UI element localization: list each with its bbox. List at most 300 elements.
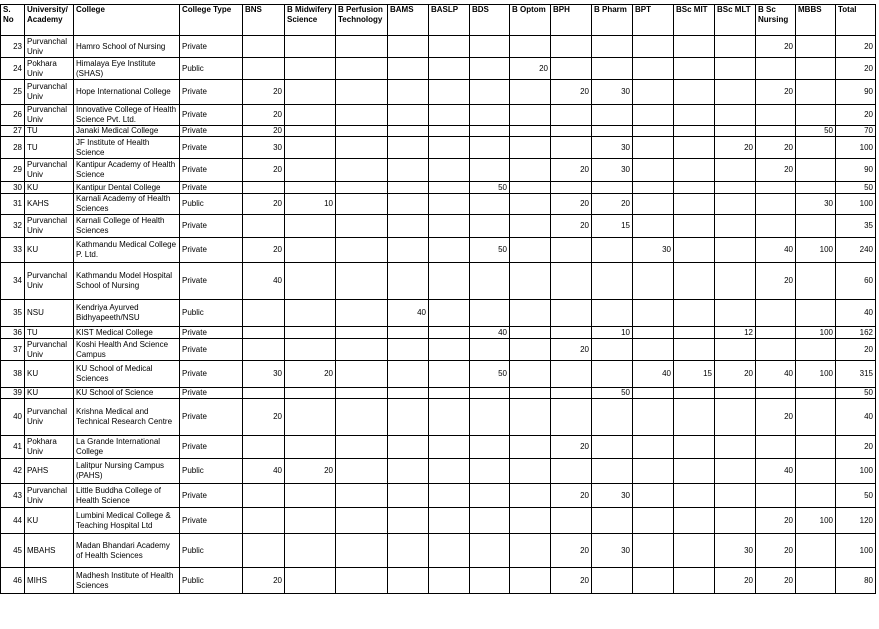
cell-baslp <box>429 159 470 182</box>
cell-s-no: 38 <box>1 361 25 388</box>
cell-b-optom <box>510 137 551 159</box>
cell-s-no: 40 <box>1 399 25 436</box>
cell-bams <box>388 159 429 182</box>
cell-s-no: 29 <box>1 159 25 182</box>
cell-university: TU <box>25 137 74 159</box>
cell-bpt <box>633 534 674 568</box>
cell-college: Karnali Academy of Health Sciences <box>74 194 180 215</box>
table-row <box>1 126 876 137</box>
cell-baslp <box>429 126 470 137</box>
cell-total: 70 <box>836 126 876 137</box>
cell-bpt <box>633 194 674 215</box>
cell-bsc-nursing <box>756 58 796 80</box>
column-header-b-perfusion: B Perfusion Technology <box>336 5 388 36</box>
cell-total: 100 <box>836 459 876 484</box>
cell-bams <box>388 215 429 238</box>
cell-bds <box>470 80 510 105</box>
cell-college: Madan Bhandari Academy of Health Sciences <box>74 534 180 568</box>
cell-bds <box>470 105 510 126</box>
cell-bams <box>388 399 429 436</box>
cell-b-midwifery: 10 <box>285 194 336 215</box>
cell-b-optom <box>510 36 551 58</box>
column-header-b-optom: B Optom <box>510 5 551 36</box>
cell-s-no: 33 <box>1 238 25 263</box>
cell-college-type: Public <box>180 300 243 327</box>
cell-b-perfusion <box>336 159 388 182</box>
table-row <box>1 80 876 105</box>
table-row <box>1 263 876 300</box>
cell-b-midwifery <box>285 36 336 58</box>
cell-college-type: Private <box>180 263 243 300</box>
cell-bams <box>388 327 429 339</box>
cell-bams <box>388 339 429 361</box>
cell-bsc-nursing: 20 <box>756 36 796 58</box>
cell-b-pharm <box>592 508 633 534</box>
cell-bds <box>470 568 510 594</box>
cell-b-midwifery <box>285 238 336 263</box>
cell-s-no: 24 <box>1 58 25 80</box>
cell-b-optom <box>510 399 551 436</box>
cell-mbbs <box>796 80 836 105</box>
cell-college: Hope International College <box>74 80 180 105</box>
cell-b-midwifery <box>285 508 336 534</box>
cell-bpt <box>633 105 674 126</box>
table-row <box>1 194 876 215</box>
cell-bpt <box>633 459 674 484</box>
cell-b-pharm <box>592 105 633 126</box>
cell-baslp <box>429 388 470 399</box>
cell-college: Innovative College of Health Science Pvt. Ltd. <box>74 105 180 126</box>
cell-bsc-mit <box>674 126 715 137</box>
cell-mbbs <box>796 484 836 508</box>
cell-bds <box>470 534 510 568</box>
cell-college-type: Private <box>180 105 243 126</box>
cell-mbbs: 50 <box>796 126 836 137</box>
cell-b-optom <box>510 194 551 215</box>
cell-bpt <box>633 126 674 137</box>
cell-bph: 20 <box>551 568 592 594</box>
cell-college: KU School of Science <box>74 388 180 399</box>
cell-bsc-mit <box>674 484 715 508</box>
table-row <box>1 388 876 399</box>
cell-s-no: 28 <box>1 137 25 159</box>
cell-mbbs <box>796 58 836 80</box>
cell-bsc-mlt <box>715 263 756 300</box>
cell-university: Purvanchal Univ <box>25 80 74 105</box>
cell-college-type: Private <box>180 126 243 137</box>
cell-mbbs <box>796 300 836 327</box>
cell-b-perfusion <box>336 508 388 534</box>
cell-college-type: Private <box>180 80 243 105</box>
column-header-b-midwifery: B Midwifery Science <box>285 5 336 36</box>
cell-college-type: Public <box>180 568 243 594</box>
cell-baslp <box>429 459 470 484</box>
cell-bsc-mit <box>674 238 715 263</box>
cell-bpt <box>633 58 674 80</box>
cell-mbbs <box>796 459 836 484</box>
cell-bams <box>388 194 429 215</box>
column-header-bsc-mlt: BSc MLT <box>715 5 756 36</box>
cell-college-type: Private <box>180 215 243 238</box>
cell-b-perfusion <box>336 300 388 327</box>
cell-bds <box>470 399 510 436</box>
cell-total: 20 <box>836 436 876 459</box>
cell-university: Purvanchal Univ <box>25 484 74 508</box>
cell-mbbs <box>796 568 836 594</box>
cell-bph: 20 <box>551 436 592 459</box>
cell-college-type: Private <box>180 238 243 263</box>
cell-college-type: Private <box>180 388 243 399</box>
cell-total: 40 <box>836 300 876 327</box>
cell-college-type: Private <box>180 36 243 58</box>
cell-baslp <box>429 105 470 126</box>
cell-mbbs: 100 <box>796 238 836 263</box>
cell-bsc-mit <box>674 182 715 194</box>
cell-bsc-mit <box>674 263 715 300</box>
cell-bns: 20 <box>243 194 285 215</box>
table-header-row <box>1 5 876 36</box>
cell-baslp <box>429 484 470 508</box>
cell-bns: 20 <box>243 568 285 594</box>
cell-bds: 50 <box>470 238 510 263</box>
cell-bsc-nursing <box>756 194 796 215</box>
cell-mbbs: 100 <box>796 327 836 339</box>
cell-b-optom <box>510 339 551 361</box>
cell-b-midwifery <box>285 182 336 194</box>
cell-b-pharm: 30 <box>592 80 633 105</box>
cell-mbbs <box>796 388 836 399</box>
cell-university: KU <box>25 238 74 263</box>
cell-s-no: 23 <box>1 36 25 58</box>
cell-b-optom <box>510 436 551 459</box>
cell-bams <box>388 263 429 300</box>
cell-college: Kantipur Academy of Health Science <box>74 159 180 182</box>
cell-university: PAHS <box>25 459 74 484</box>
cell-bns: 20 <box>243 80 285 105</box>
cell-b-perfusion <box>336 484 388 508</box>
cell-university: TU <box>25 327 74 339</box>
column-header-bsc-mit: BSc MIT <box>674 5 715 36</box>
cell-b-midwifery <box>285 534 336 568</box>
cell-bams <box>388 388 429 399</box>
cell-b-perfusion <box>336 36 388 58</box>
cell-b-midwifery <box>285 436 336 459</box>
cell-bsc-nursing: 20 <box>756 568 796 594</box>
cell-bsc-nursing <box>756 484 796 508</box>
cell-bsc-mit <box>674 568 715 594</box>
cell-bph: 20 <box>551 215 592 238</box>
cell-bpt <box>633 159 674 182</box>
cell-bsc-nursing: 40 <box>756 361 796 388</box>
column-header-college-type: College Type <box>180 5 243 36</box>
column-header-s-no: S. No <box>1 5 25 36</box>
cell-bds <box>470 58 510 80</box>
cell-bph <box>551 361 592 388</box>
cell-bsc-nursing <box>756 327 796 339</box>
cell-bns <box>243 327 285 339</box>
cell-b-pharm <box>592 361 633 388</box>
cell-bsc-mit <box>674 105 715 126</box>
column-header-bds: BDS <box>470 5 510 36</box>
cell-b-optom <box>510 534 551 568</box>
cell-s-no: 26 <box>1 105 25 126</box>
table-row <box>1 534 876 568</box>
cell-bsc-mlt <box>715 388 756 399</box>
cell-bns <box>243 58 285 80</box>
cell-college-type: Private <box>180 436 243 459</box>
cell-b-perfusion <box>336 339 388 361</box>
cell-college: Kathmandu Medical College P. Ltd. <box>74 238 180 263</box>
cell-bpt <box>633 327 674 339</box>
cell-college: Janaki Medical College <box>74 126 180 137</box>
table-row <box>1 36 876 58</box>
cell-b-midwifery <box>285 300 336 327</box>
table-row <box>1 339 876 361</box>
cell-b-midwifery <box>285 484 336 508</box>
cell-bph <box>551 238 592 263</box>
cell-b-optom <box>510 159 551 182</box>
cell-b-optom <box>510 215 551 238</box>
cell-total: 315 <box>836 361 876 388</box>
cell-b-optom <box>510 238 551 263</box>
cell-mbbs <box>796 105 836 126</box>
cell-b-pharm <box>592 263 633 300</box>
cell-bds <box>470 126 510 137</box>
cell-bds <box>470 484 510 508</box>
cell-bph <box>551 399 592 436</box>
cell-b-perfusion <box>336 238 388 263</box>
cell-b-pharm <box>592 126 633 137</box>
cell-bsc-mit <box>674 159 715 182</box>
cell-college: Little Buddha College of Health Science <box>74 484 180 508</box>
cell-university: KU <box>25 508 74 534</box>
table-row <box>1 508 876 534</box>
cell-b-optom <box>510 388 551 399</box>
cell-mbbs: 100 <box>796 508 836 534</box>
cell-total: 80 <box>836 568 876 594</box>
cell-bsc-nursing: 40 <box>756 238 796 263</box>
cell-b-optom <box>510 263 551 300</box>
cell-b-pharm: 50 <box>592 388 633 399</box>
cell-s-no: 44 <box>1 508 25 534</box>
cell-bsc-mlt <box>715 36 756 58</box>
cell-bsc-mlt <box>715 484 756 508</box>
cell-bams: 40 <box>388 300 429 327</box>
cell-college-type: Private <box>180 361 243 388</box>
cell-university: MIHS <box>25 568 74 594</box>
cell-college: Koshi Health And Science Campus <box>74 339 180 361</box>
cell-bsc-nursing: 20 <box>756 399 796 436</box>
cell-total: 40 <box>836 399 876 436</box>
column-header-bpt: BPT <box>633 5 674 36</box>
cell-bns: 20 <box>243 399 285 436</box>
cell-s-no: 36 <box>1 327 25 339</box>
cell-bns <box>243 215 285 238</box>
cell-university: KU <box>25 388 74 399</box>
column-header-university: University/ Academy <box>25 5 74 36</box>
cell-bns: 40 <box>243 263 285 300</box>
cell-bph <box>551 327 592 339</box>
cell-university: Purvanchal Univ <box>25 339 74 361</box>
cell-total: 50 <box>836 484 876 508</box>
cell-university: KU <box>25 361 74 388</box>
cell-b-perfusion <box>336 58 388 80</box>
cell-bams <box>388 508 429 534</box>
cell-s-no: 27 <box>1 126 25 137</box>
cell-bsc-mlt: 30 <box>715 534 756 568</box>
cell-total: 20 <box>836 105 876 126</box>
cell-mbbs <box>796 436 836 459</box>
cell-b-midwifery: 20 <box>285 459 336 484</box>
cell-baslp <box>429 508 470 534</box>
cell-b-perfusion <box>336 137 388 159</box>
cell-mbbs <box>796 215 836 238</box>
cell-b-perfusion <box>336 327 388 339</box>
cell-baslp <box>429 215 470 238</box>
cell-bsc-mit <box>674 388 715 399</box>
cell-university: NSU <box>25 300 74 327</box>
cell-college-type: Public <box>180 194 243 215</box>
cell-b-midwifery <box>285 58 336 80</box>
cell-bph: 20 <box>551 159 592 182</box>
cell-college-type: Public <box>180 459 243 484</box>
cell-b-midwifery <box>285 215 336 238</box>
cell-total: 50 <box>836 388 876 399</box>
cell-bph: 20 <box>551 484 592 508</box>
cell-bds <box>470 263 510 300</box>
column-header-college: College <box>74 5 180 36</box>
cell-bph <box>551 300 592 327</box>
cell-b-perfusion <box>336 568 388 594</box>
cell-bams <box>388 459 429 484</box>
cell-bsc-nursing: 20 <box>756 137 796 159</box>
cell-bsc-mit <box>674 300 715 327</box>
cell-s-no: 31 <box>1 194 25 215</box>
cell-b-pharm <box>592 399 633 436</box>
cell-bph: 20 <box>551 534 592 568</box>
cell-b-optom <box>510 80 551 105</box>
cell-bsc-nursing: 20 <box>756 534 796 568</box>
cell-total: 162 <box>836 327 876 339</box>
cell-b-pharm: 15 <box>592 215 633 238</box>
cell-b-perfusion <box>336 459 388 484</box>
cell-b-perfusion <box>336 194 388 215</box>
column-header-mbbs: MBBS <box>796 5 836 36</box>
cell-bds <box>470 459 510 484</box>
cell-baslp <box>429 361 470 388</box>
table-row <box>1 182 876 194</box>
cell-baslp <box>429 436 470 459</box>
cell-b-pharm: 30 <box>592 137 633 159</box>
cell-b-midwifery <box>285 105 336 126</box>
cell-bsc-nursing <box>756 300 796 327</box>
cell-bds <box>470 508 510 534</box>
cell-b-midwifery <box>285 80 336 105</box>
table-row <box>1 215 876 238</box>
column-header-baslp: BASLP <box>429 5 470 36</box>
cell-college: Karnali College of Health Sciences <box>74 215 180 238</box>
cell-b-midwifery <box>285 327 336 339</box>
cell-b-optom <box>510 484 551 508</box>
cell-bsc-mit <box>674 459 715 484</box>
cell-b-pharm <box>592 58 633 80</box>
cell-bds <box>470 159 510 182</box>
cell-college-type: Public <box>180 58 243 80</box>
cell-mbbs <box>796 534 836 568</box>
cell-s-no: 35 <box>1 300 25 327</box>
cell-bds: 50 <box>470 182 510 194</box>
cell-bpt <box>633 339 674 361</box>
cell-b-perfusion <box>336 388 388 399</box>
cell-bds <box>470 36 510 58</box>
cell-mbbs <box>796 159 836 182</box>
cell-bpt <box>633 508 674 534</box>
cell-b-midwifery <box>285 568 336 594</box>
cell-bpt <box>633 263 674 300</box>
cell-bams <box>388 568 429 594</box>
cell-mbbs <box>796 263 836 300</box>
cell-total: 100 <box>836 137 876 159</box>
cell-bns <box>243 300 285 327</box>
cell-bpt <box>633 80 674 105</box>
cell-university: Pokhara Univ <box>25 436 74 459</box>
cell-bsc-mit <box>674 436 715 459</box>
cell-bams <box>388 182 429 194</box>
cell-b-perfusion <box>336 105 388 126</box>
cell-bph <box>551 388 592 399</box>
cell-total: 20 <box>836 36 876 58</box>
cell-s-no: 30 <box>1 182 25 194</box>
cell-bns <box>243 36 285 58</box>
cell-b-pharm <box>592 568 633 594</box>
column-header-total: Total <box>836 5 876 36</box>
cell-college: Hamro School of Nursing <box>74 36 180 58</box>
cell-university: KU <box>25 182 74 194</box>
cell-university: KAHS <box>25 194 74 215</box>
cell-bpt <box>633 399 674 436</box>
cell-baslp <box>429 339 470 361</box>
cell-b-pharm <box>592 182 633 194</box>
cell-bns: 20 <box>243 159 285 182</box>
cell-bns <box>243 182 285 194</box>
cell-b-midwifery <box>285 399 336 436</box>
cell-college-type: Public <box>180 534 243 568</box>
cell-baslp <box>429 399 470 436</box>
table-row <box>1 238 876 263</box>
cell-bpt: 40 <box>633 361 674 388</box>
cell-b-midwifery: 20 <box>285 361 336 388</box>
cell-bsc-nursing <box>756 126 796 137</box>
cell-bds <box>470 388 510 399</box>
cell-bph <box>551 105 592 126</box>
cell-bns <box>243 534 285 568</box>
cell-bsc-mit <box>674 194 715 215</box>
cell-college: Himalaya Eye Institute (SHAS) <box>74 58 180 80</box>
cell-total: 35 <box>836 215 876 238</box>
college-seats-table <box>0 4 876 594</box>
cell-bns <box>243 508 285 534</box>
cell-bsc-mit <box>674 58 715 80</box>
cell-baslp <box>429 36 470 58</box>
cell-bsc-nursing: 40 <box>756 459 796 484</box>
cell-b-pharm <box>592 436 633 459</box>
cell-bsc-mlt <box>715 215 756 238</box>
cell-mbbs <box>796 36 836 58</box>
cell-bns: 40 <box>243 459 285 484</box>
cell-bsc-mit <box>674 508 715 534</box>
cell-bsc-mit <box>674 137 715 159</box>
cell-b-perfusion <box>336 436 388 459</box>
